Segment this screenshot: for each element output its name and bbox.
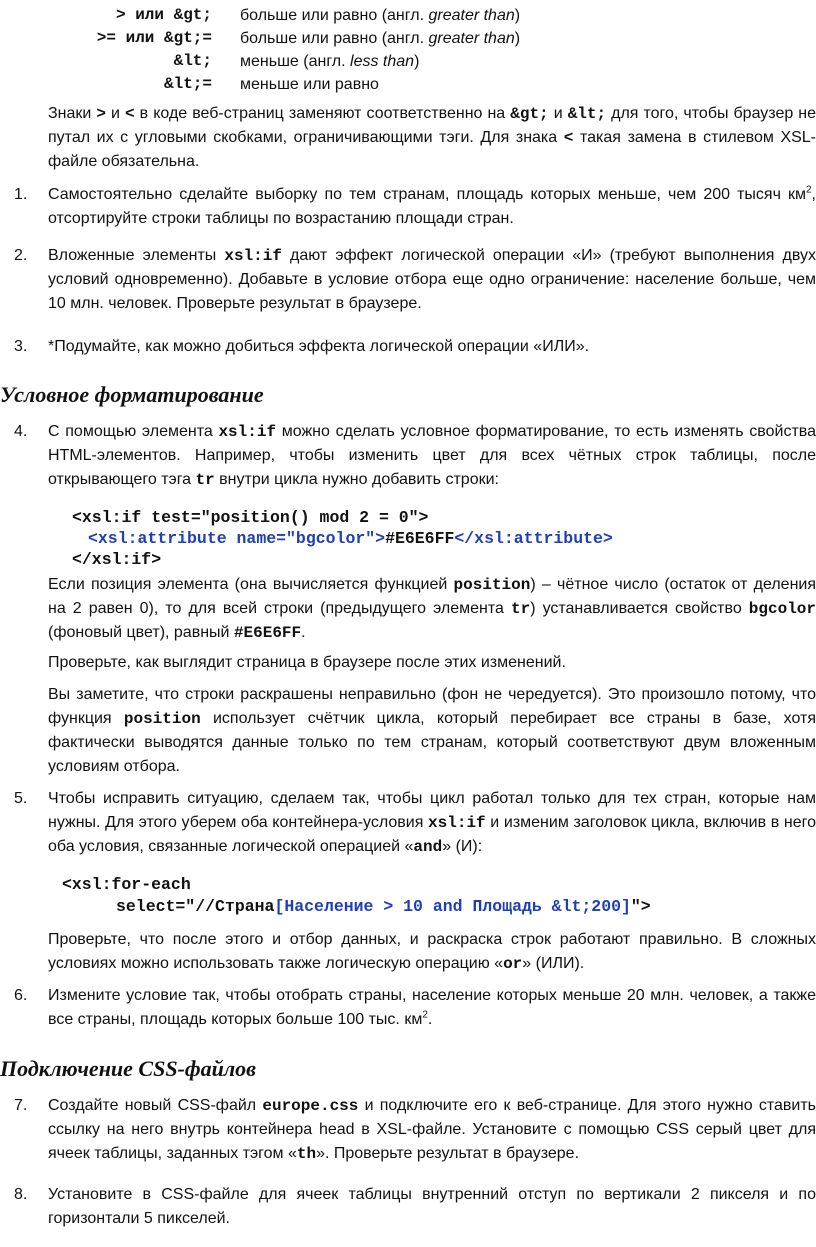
operator-code: &lt;= [163,75,212,93]
intro-text: в коде веб-страниц заменяют соответственно на [134,105,511,122]
item-text: ) устанавливается свойство [530,600,749,617]
item-text: и изменим заголовок цикла, включив в него оба условия, связанные логической операцией « [48,814,816,855]
superscript: 2 [422,1009,428,1021]
list-number: 6. [14,987,28,1004]
item-text: Чтобы исправить ситуацию, сделаем так, чтобы цикл работал только для тех стран, которые нам нужны. Для этого уберем оба контейнера-условия [48,790,816,831]
list-number: 8. [14,1186,28,1203]
operator-desc-close: ) [514,7,521,24]
code-condition: [Население > 10 and Площадь &lt;200] [274,897,631,916]
item4-note [48,683,816,779]
item-text: можно сделать условное форматирование, то есть изменять свойства HTML-элементов. Например, чтобы изменить цвет для всех чётных строк таблицы, после открывающего тэга [48,423,816,488]
intro-code: < [563,129,574,147]
list-item-4 [48,420,816,492]
inline-code: xsl:if [428,814,486,832]
code-line: </xsl:if> [72,550,162,569]
list-item-2 [48,244,816,316]
item-text: использует счётчик цикла, который перебирает все страны в базе, хотя фактически выводятся данные только по тем странам, который соответствуют двум вложенным условиям отбора. [48,710,816,775]
inline-code: xsl:if [224,247,282,265]
list-item-6 [48,984,816,1032]
inline-code: position [453,576,531,594]
item-text: Если позиция элемента (она вычисляется функцией [48,576,454,593]
operator-desc-english: greater than [428,30,515,47]
code-value: #E6E6FF [385,529,455,548]
intro-text: такая замена в стилевом XSL-файле обязательна. [48,129,816,170]
operator-desc-english: less than [350,53,415,70]
code-line: <xsl:if test="position() mod 2 = 0"> [72,508,429,527]
item-text: » (ИЛИ). [522,955,585,972]
item-text: (фоновый цвет), равный [48,624,234,641]
section-heading-conditional-formatting: Условное форматирование [0,382,264,407]
item-text: ». Проверьте результат в браузере. [316,1145,580,1162]
operator-code: > или &gt; [115,6,212,24]
operator-desc-english: greater than [428,7,515,24]
code-line: <xsl:for-each [62,875,191,894]
item-text: ) – чётное число (остаток от деления на 2 равен 0), то для всей строки (предыдущего элемента [48,576,816,617]
inline-code: or [503,955,523,973]
list-item-3: *Подумайте, как можно добиться эффекта логической операции «ИЛИ». [48,338,590,355]
operator-description [240,27,520,50]
item-text: , отсортируйте строки таблицы по возрастанию площади стран. [48,186,816,227]
operator-desc-text: меньше или равно [240,76,379,93]
item-text: Проверьте, что после этого и отбор данных, и раскраска строк работают правильно. В сложных условиях можно использовать также логическую операцию « [48,931,816,972]
operator-description [240,50,419,73]
inline-code: xsl:if [218,423,277,441]
inline-code: tr [195,471,215,489]
list-item-5 [48,787,816,859]
list-item-1 [48,183,816,231]
list-number: 7. [14,1097,28,1114]
item-text: Измените условие так, чтобы отобрать страны, население которых меньше 20 млн. человек, а также все страны, площадь которых больше 100 тыс. км [48,987,816,1028]
intro-code: &gt; [510,105,549,123]
operator-code: >= или &gt;= [96,29,212,47]
inline-code: europe.css [262,1097,359,1115]
operator-desc-text: больше или равно (англ. [240,7,429,24]
list-item-7 [48,1094,816,1166]
item-text: дают эффект логической операции «И» (требуют выполнения двух условий одновременно). Добавьте в условие отбора еще одно ограничение: население больше, чем 10 млн. человек. Проверьте результат в браузере. [48,247,816,312]
intro-paragraph [48,102,816,174]
operator-desc-close: ) [514,30,521,47]
item-text: и подключите его к веб-странице. Для этого нужно ставить ссылку на него внутрь контейнера head в XSL-файле. Установите с помощью CSS серый цвет для ячеек таблицы, заданных тэгом « [48,1097,816,1162]
operator-row [0,4,816,27]
operator-row [0,50,816,73]
operator-description [240,73,379,96]
inline-code: tr [510,600,531,618]
intro-text: Знаки [48,105,97,122]
list-number: 3. [14,338,28,355]
inline-code: bgcolor [748,600,816,618]
code-line [88,528,613,549]
item-text: С помощью элемента [48,423,219,440]
item4-check: Проверьте, как выглядит страница в браузере после этих изменений. [48,654,566,671]
operator-row [0,73,816,96]
operator-table [0,4,816,96]
item-text: » (И): [442,838,483,855]
list-item-8: Установите в CSS-файле для ячеек таблицы внутренний отступ по вертикали 2 пикселя и по горизонтали 5 пикселей. [48,1186,816,1227]
operator-desc-text: больше или равно (англ. [240,30,429,47]
list-number: 5. [14,790,28,807]
item-text: Вложенные элементы [48,247,225,264]
operator-desc-close: ) [414,53,420,70]
list-number: 1. [14,186,28,203]
item-text: Создайте новый CSS-файл [48,1097,263,1114]
item-text: внутри цикла нужно добавить строки: [214,471,499,488]
list-number: 2. [14,247,28,264]
inline-code: position [123,710,201,728]
item-text: Самостоятельно сделайте выборку по тем странам, площадь которых меньше, чем 200 тысяч км [48,186,806,203]
superscript: 2 [805,184,812,196]
operator-desc-text: меньше (англ. [240,53,351,70]
item4-explanation [48,573,816,645]
inline-code: and [413,838,443,856]
section-heading-css-files: Подключение CSS-файлов [0,1056,256,1081]
code-line [116,896,651,917]
operator-description [240,4,520,27]
intro-code: > [96,105,106,123]
item-text: . [427,1011,433,1028]
intro-text: и [106,105,126,122]
list-number: 4. [14,423,28,440]
code-attribute-open: <xsl:attribute name="bgcolor"> [88,529,386,548]
intro-code: &lt; [567,105,607,123]
item5-check [48,928,816,976]
operator-code: &lt; [173,52,212,70]
code-close: "> [630,897,651,916]
intro-code: < [125,105,135,123]
intro-text: для того, чтобы браузер не путал их с угловыми скобками, ограничивающими тэги. Для знака [48,105,816,146]
inline-code: #E6E6FF [233,624,302,642]
operator-row [0,27,816,50]
intro-text: и [548,105,568,122]
inline-code: th [296,1145,317,1163]
code-attribute-close: </xsl:attribute> [454,529,613,548]
item-text: Вы заметите, что строки раскрашены неправильно (фон не чередуется). Это произошло потому, что функция [48,686,816,727]
code-select: select="//Страна [116,897,275,916]
item-text: . [301,624,306,641]
